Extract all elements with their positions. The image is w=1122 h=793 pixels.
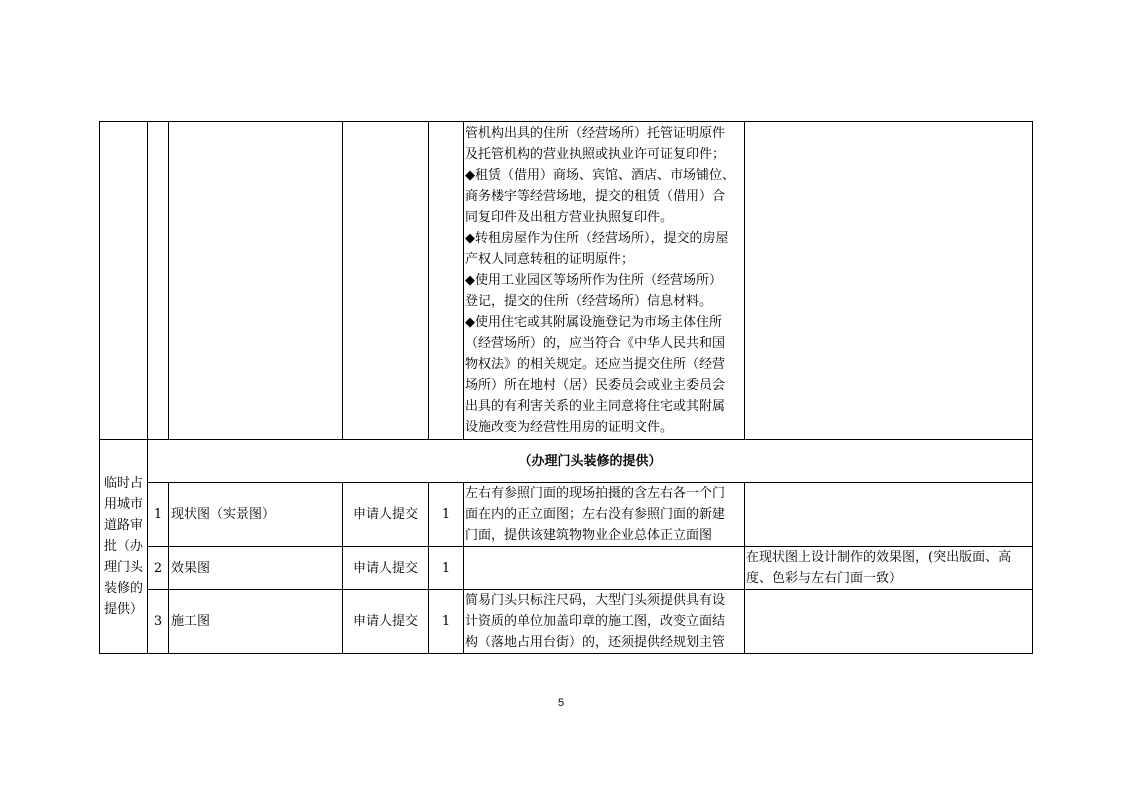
table-row [100, 483, 1033, 547]
material-source: 申请人提交 [343, 590, 429, 654]
requirement-line: 产权人同意转租的证明原件； [465, 252, 635, 267]
category-line: 理门头 [103, 560, 143, 575]
category-line: 用城市 [103, 497, 143, 512]
requirement-line: 门面，提供该建筑物物业企业总体正立面图 [465, 528, 713, 543]
category-line: 装修的 [103, 581, 143, 596]
table-row [100, 590, 1033, 654]
category-cell-empty [100, 122, 148, 440]
category-line: 临时占 [103, 476, 143, 491]
category-cell [100, 440, 148, 654]
material-source: 申请人提交 [343, 547, 429, 590]
requirement-line: 左右有参照门面的现场拍摄的含左右各一个门 [465, 486, 726, 501]
requirement-line: （经营场所）的，应当符合《中华人民共和国 [465, 336, 726, 351]
requirement-line: 构（落地占用台街）的，还须提供经规划主管 [465, 635, 726, 650]
remark-cell-empty [745, 122, 1033, 440]
remark-cell-empty [745, 483, 1033, 547]
remark-line: 在现状图上设计制作的效果图，(突出版面、高 [746, 550, 1012, 565]
requirement-line: 商务楼宇等经营场地，提交的租赁（借用）合 [465, 189, 726, 204]
row-number: 2 [148, 547, 169, 590]
requirement-line: 登记，提交的住所（经营场所）信息材料。 [465, 294, 713, 309]
requirement-line: 物权法》的相关规定。还应当提交住所（经营 [465, 357, 726, 372]
row-number: 1 [148, 483, 169, 547]
material-copies: 1 [429, 590, 464, 654]
source-cell-empty [343, 122, 429, 440]
category-line: 提供） [103, 602, 143, 617]
name-cell-empty [169, 122, 343, 440]
table-row [100, 547, 1033, 590]
requirement-line: ◆使用住宅或其附属设施登记为市场主体住所 [465, 315, 722, 330]
requirement-cell-empty [464, 547, 745, 590]
requirement-line: 简易门头只标注尺码，大型门头须提供具有设 [465, 593, 726, 608]
material-copies: 1 [429, 483, 464, 547]
material-name: 效果图 [169, 547, 343, 590]
requirement-line: 场所）所在地村（居）民委员会或业主委员会 [465, 378, 726, 393]
category-line: 批（办 [103, 539, 143, 554]
requirement-cell [464, 590, 745, 654]
material-name: 施工图 [169, 590, 343, 654]
copies-cell-empty [429, 122, 464, 440]
category-line: 道路审 [103, 518, 143, 533]
remark-cell [745, 547, 1033, 590]
remark-line: 度、色彩与左右门面一致） [746, 571, 903, 586]
num-cell-empty [148, 122, 169, 440]
requirement-line: 同复印件及出租方营业执照复印件。 [465, 210, 674, 225]
materials-table [99, 121, 1033, 654]
material-name: 现状图（实景图） [169, 483, 343, 547]
material-source: 申请人提交 [343, 483, 429, 547]
section-header: （办理门头装修的提供） [148, 440, 1033, 483]
requirement-cell [464, 122, 745, 440]
requirement-line: 计资质的单位加盖印章的施工图，改变立面结 [465, 614, 726, 629]
requirement-line: 面在内的正立面图；左右没有参照门面的新建 [465, 507, 726, 522]
requirement-line: 设施改变为经营性用房的证明文件。 [465, 420, 674, 435]
remark-cell-empty [745, 590, 1033, 654]
section-header-row [100, 440, 1033, 483]
row-number: 3 [148, 590, 169, 654]
material-copies: 1 [429, 547, 464, 590]
requirement-line: 出具的有利害关系的业主同意将住宅或其附属 [465, 399, 726, 414]
requirement-line: ◆转租房屋作为住所（经营场所），提交的房屋 [465, 231, 729, 246]
requirement-line: 管机构出具的住所（经营场所）托管证明原件 [465, 126, 726, 141]
page-number: 5 [557, 697, 565, 709]
table-row-continued [100, 122, 1033, 440]
requirement-cell [464, 483, 745, 547]
requirement-line: 及托管机构的营业执照或执业许可证复印件； [465, 147, 726, 162]
requirement-line: ◆使用工业园区等场所作为住所（经营场所） [465, 273, 722, 288]
requirement-line: ◆租赁（借用）商场、宾馆、酒店、市场铺位、 [465, 168, 735, 183]
